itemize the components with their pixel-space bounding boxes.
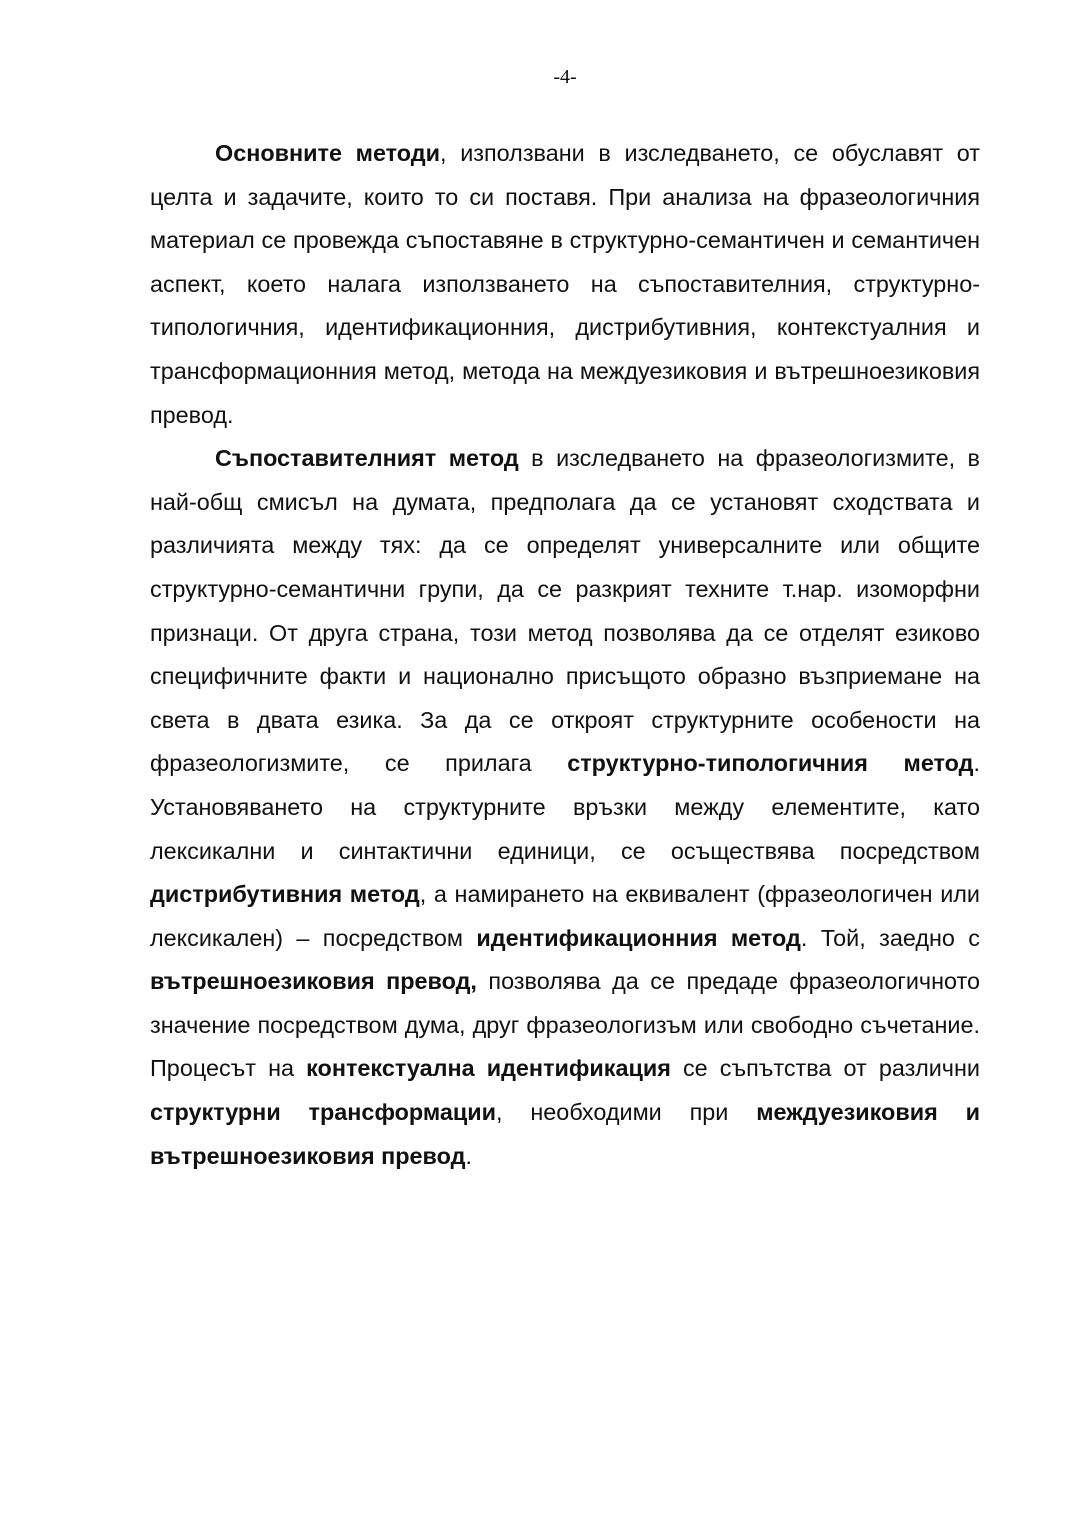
body-text: позволява да се предаде фразеологичното значение посредством дума, друг фразеологизъм или свободно съчетание. Процесът на: [150, 968, 980, 1082]
paragraph-methods: [150, 132, 980, 437]
bold-term: контекстуална идентификация: [306, 1055, 671, 1082]
body-text: . Той, заедно с: [800, 924, 980, 951]
body-text: , необходими при: [496, 1099, 757, 1126]
bold-term: вътрешноезиковия превод,: [150, 968, 477, 995]
bold-term: структурни трансформации: [150, 1099, 497, 1126]
bold-term: Основните методи: [215, 140, 441, 166]
body-text: , а намирането на еквивалент (фразеологичен или лексикален) – посредством: [150, 881, 980, 951]
bold-term: Съпоставителният метод: [215, 445, 519, 472]
bold-term: структурно-типологичния метод: [567, 750, 974, 777]
paragraph-comparative-method: [150, 437, 980, 1178]
body-text: се съпътства от различни: [670, 1055, 980, 1082]
body-text: . Установяването на структурните връзки между елементите, като лексикални и синтактични единици, се осъществява посредством: [150, 750, 980, 864]
body-text: в изследването на фразеологизмите, в най-общ смисъл на думата, предполага да се установят сходствата и различията между тях: да се определят универсалните или общите структурно-семантични групи, да се разкрият техните т.нар. изоморфни признаци. От друга страна, този метод позволява да се отделят езиково специфичните факти и национално присъщото образно възприемане на света в двата езика. За да се откроят структурните особености на фразеологизмите, се прилага: [150, 445, 980, 777]
document-body: [150, 132, 980, 1178]
bold-term: идентификационния метод: [476, 924, 801, 951]
bold-term: дистрибутивния метод: [150, 881, 420, 908]
body-text: , използвани в изследването, се обуславят от целта и задачите, които то си поставя. При анализа на фразеологичния материал се провежда съпоставяне в структурно-семантичен и семантичен аспект, което налага използването на съпоставителния, структурно-типологичния, идентификационния, дистрибутивния, контекстуалния и трансформационния метод, метода на междуезиковия и вътрешноезиковия превод.: [150, 140, 981, 428]
body-text: .: [465, 1142, 472, 1169]
bold-term: междуезиковия и вътрешноезиковия превод: [150, 1099, 980, 1169]
page-number: -4-: [553, 66, 577, 88]
